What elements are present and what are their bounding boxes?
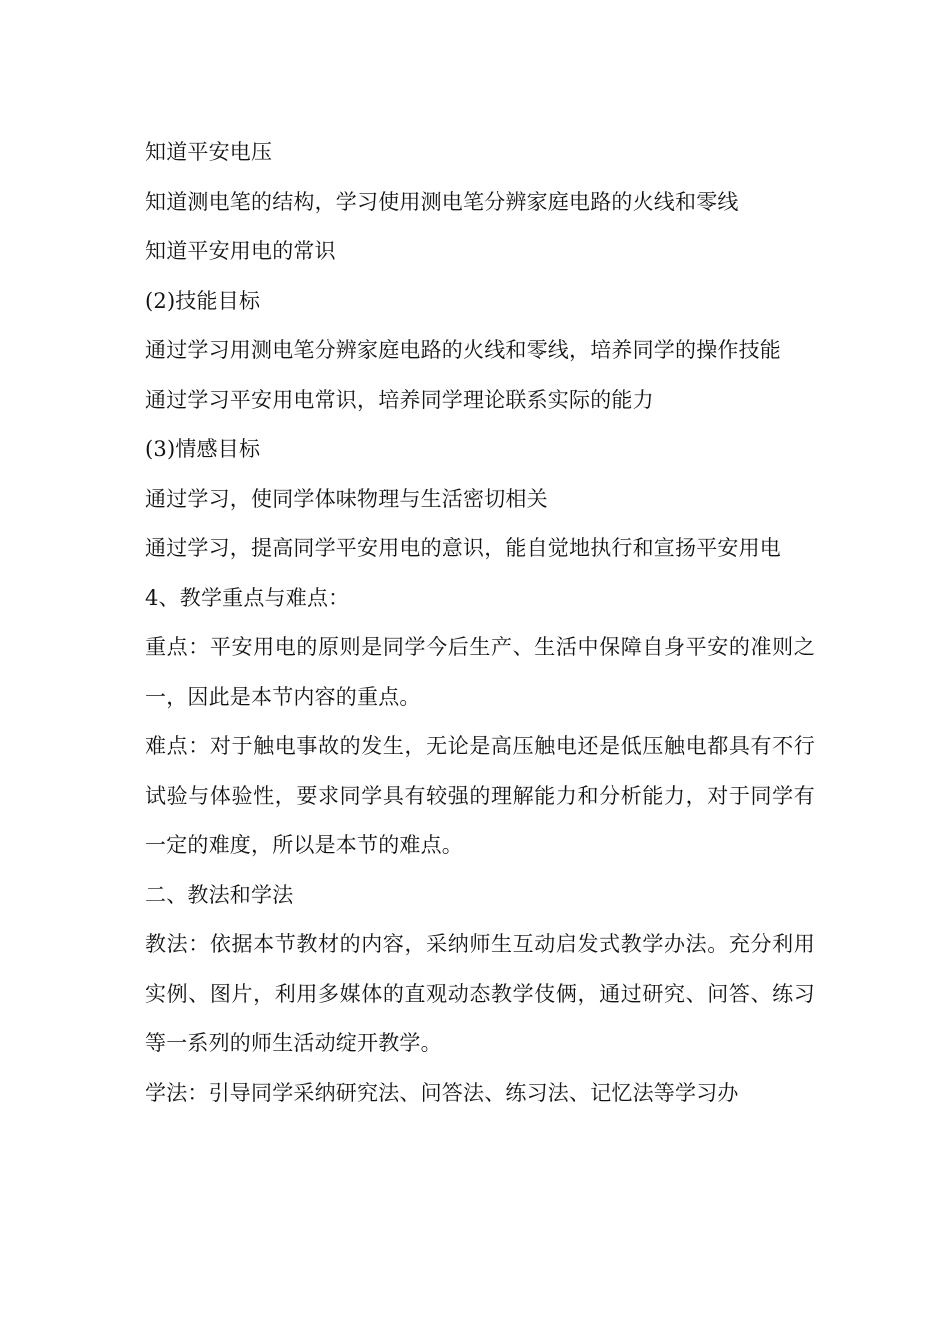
heading-key-points: 4、教学重点与难点： <box>145 585 350 610</box>
paragraph-safe-voltage: 知道平安电压 <box>145 140 273 164</box>
paragraph-safety-knowledge: 知道平安用电的常识 <box>145 239 336 263</box>
paragraph-key-point: 重点：平安用电的原则是同学今后生产、生活中保障自身平安的准则之一，因此是本节内容的重点。 <box>145 635 815 709</box>
paragraph-emotion-life: 通过学习，使同学体味物理与生活密切相关 <box>145 486 548 511</box>
heading-skill-goals: (2)技能目标 <box>145 288 261 313</box>
paragraph-learning-method: 学法：引导同学采纳研究法、问答法、练习法、记忆法等学习办 <box>145 1080 739 1105</box>
heading-methods: 二、教法和学法 <box>145 882 294 907</box>
document-body <box>145 128 815 1118</box>
paragraph-teaching-method: 教法：依据本节教材的内容，采纳师生互动启发式教学办法。充分利用实例、图片，利用多媒体的直观动态教学伎俩，通过研究、问答、练习等一系列的师生活动绽开教学。 <box>145 932 815 1055</box>
paragraph-skill-theory: 通过学习平安用电常识，培养同学理论联系实际的能力 <box>145 387 654 412</box>
heading-emotion-goals: (3)情感目标 <box>145 437 261 461</box>
paragraph-skill-operation: 通过学习用测电笔分辨家庭电路的火线和零线，培养同学的操作技能 <box>145 338 781 362</box>
paragraph-difficult-point: 难点：对于触电事故的发生，无论是高压触电还是低压触电都具有不行试验与体验性，要求同学具有较强的理解能力和分析能力，对于同学有一定的难度，所以是本节的难点。 <box>145 734 815 857</box>
paragraph-tester-structure: 知道测电笔的结构，学习使用测电笔分辨家庭电路的火线和零线 <box>145 189 739 214</box>
paragraph-emotion-awareness: 通过学习，提高同学平安用电的意识，能自觉地执行和宣扬平安用电 <box>145 536 781 560</box>
